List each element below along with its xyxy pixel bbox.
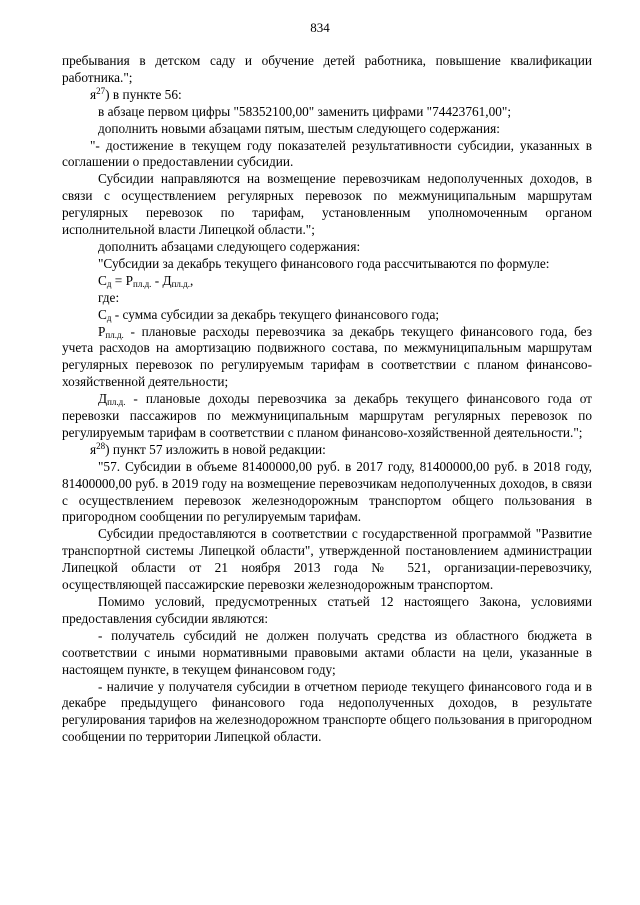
definition <box>62 391 592 442</box>
definition <box>62 324 592 392</box>
item-superscript: 28 <box>96 440 106 451</box>
formula-symbol: С <box>98 272 107 288</box>
paragraph: Помимо условий, предусмотренных статьей 12 настоящего Закона, условиями предоставления субсидии являются: <box>62 594 592 626</box>
definition <box>62 307 592 324</box>
definition-symbol: С <box>98 306 107 322</box>
list-item-heading <box>62 442 592 459</box>
definition-symbol: Д <box>98 391 108 407</box>
definition-subscript: д <box>106 312 112 323</box>
paragraph: в абзаце первом цифры "58352100,00" заменить цифрами "74423761,00"; <box>98 103 512 119</box>
item-letter: я <box>90 86 97 102</box>
paragraph: "Субсидии за декабрь текущего финансового года рассчитываются по формуле: <box>98 255 550 271</box>
paragraph: пребывания в детском саду и обучение детей работника, повышение квалификации работника."; <box>62 53 592 85</box>
paragraph: "- достижение в текущем году показателей результативности субсидии, указанных в соглашении о предоставлении субсидии. <box>62 137 592 170</box>
formula-subscript: д <box>106 278 112 289</box>
list-item-heading <box>62 87 592 104</box>
formula-symbol: - Д <box>151 272 172 288</box>
formula-symbol: = Р <box>111 272 134 288</box>
definition-symbol: Р <box>98 323 106 339</box>
paragraph: - получатель субсидий не должен получать средства из областного бюджета в соответствии с иными нормативными правовыми актами области на цели, указанные в настоящем пункте, в текущем финансовом году; <box>62 627 592 677</box>
formula <box>98 273 592 290</box>
definition-text: - плановые доходы перевозчика за декабрь текущего финансового года от перевозки пассажиров по межмуниципальным маршрутам регулярных перевозок по регулируемым тарифам в соответствии с планом финансово-хозяйственной деятельности."; <box>62 391 592 440</box>
paragraph: - наличие у получателя субсидии в отчетном периоде текущего финансового года и в декабре предыдущего финансового года недополученных доходов, в результате регулирования тарифов на железнодорожном транспорте общего пользования в пригородном сообщении по территории Липецкой области. <box>62 678 592 745</box>
item-text: ) в пункте 56: <box>105 86 182 102</box>
page-number: 834 <box>310 20 330 35</box>
paragraph: Субсидии предоставляются в соответствии с государственной программой "Развитие транспортной системы Липецкой области", утвержденной постановлением администрации Липецкой области от 21 ноября 2013 года № 521, организации-перевозчику, осуществляющей пассажирские перевозки железнодорожным транспортом. <box>62 526 592 593</box>
paragraph: дополнить новыми абзацами пятым, шестым следующего содержания: <box>98 120 500 136</box>
formula-symbol: , <box>189 272 194 288</box>
paragraph: дополнить абзацами следующего содержания: <box>98 238 361 254</box>
paragraph: где: <box>98 289 120 305</box>
definition-subscript: пл.д. <box>105 329 124 340</box>
formula-subscript: пл.д. <box>171 278 190 289</box>
paragraph: "57. Субсидии в объеме 81400000,00 руб. в 2017 году, 81400000,00 руб. в 2018 году, 81400000,00 руб. в 2019 году на возмещение перевозчикам недополученных доходов, в связи с осуществлением перевозок железнодорожным транспортом общего пользования в пригородном сообщении по регулируемым тарифам. <box>62 458 592 525</box>
paragraph: Субсидии направляются на возмещение перевозчикам недополученных доходов, в связи с осуществлением регулярных перевозок по межмуниципальным маршрутам регулярных перевозок по тарифам, установленным уполномоченным органом исполнительной власти Липецкой области."; <box>62 171 592 238</box>
definition-text: - сумма субсидии за декабрь текущего финансового года; <box>111 306 440 322</box>
item-letter: я <box>90 441 97 457</box>
formula-subscript: пл.д. <box>133 278 152 289</box>
definition-text: - плановые расходы перевозчика за декабрь текущего финансового года, без учета расходов на амортизацию подвижного состава, по межмуниципальным маршрутам регулярных перевозок по регулируемым тарифам в соответствии с планом финансово-хозяйственной деятельности; <box>62 323 592 390</box>
item-text: ) пункт 57 изложить в новой редакции: <box>105 441 326 457</box>
document-body <box>62 53 592 746</box>
definition-subscript: пл.д. <box>107 397 126 408</box>
item-superscript: 27 <box>96 85 106 96</box>
